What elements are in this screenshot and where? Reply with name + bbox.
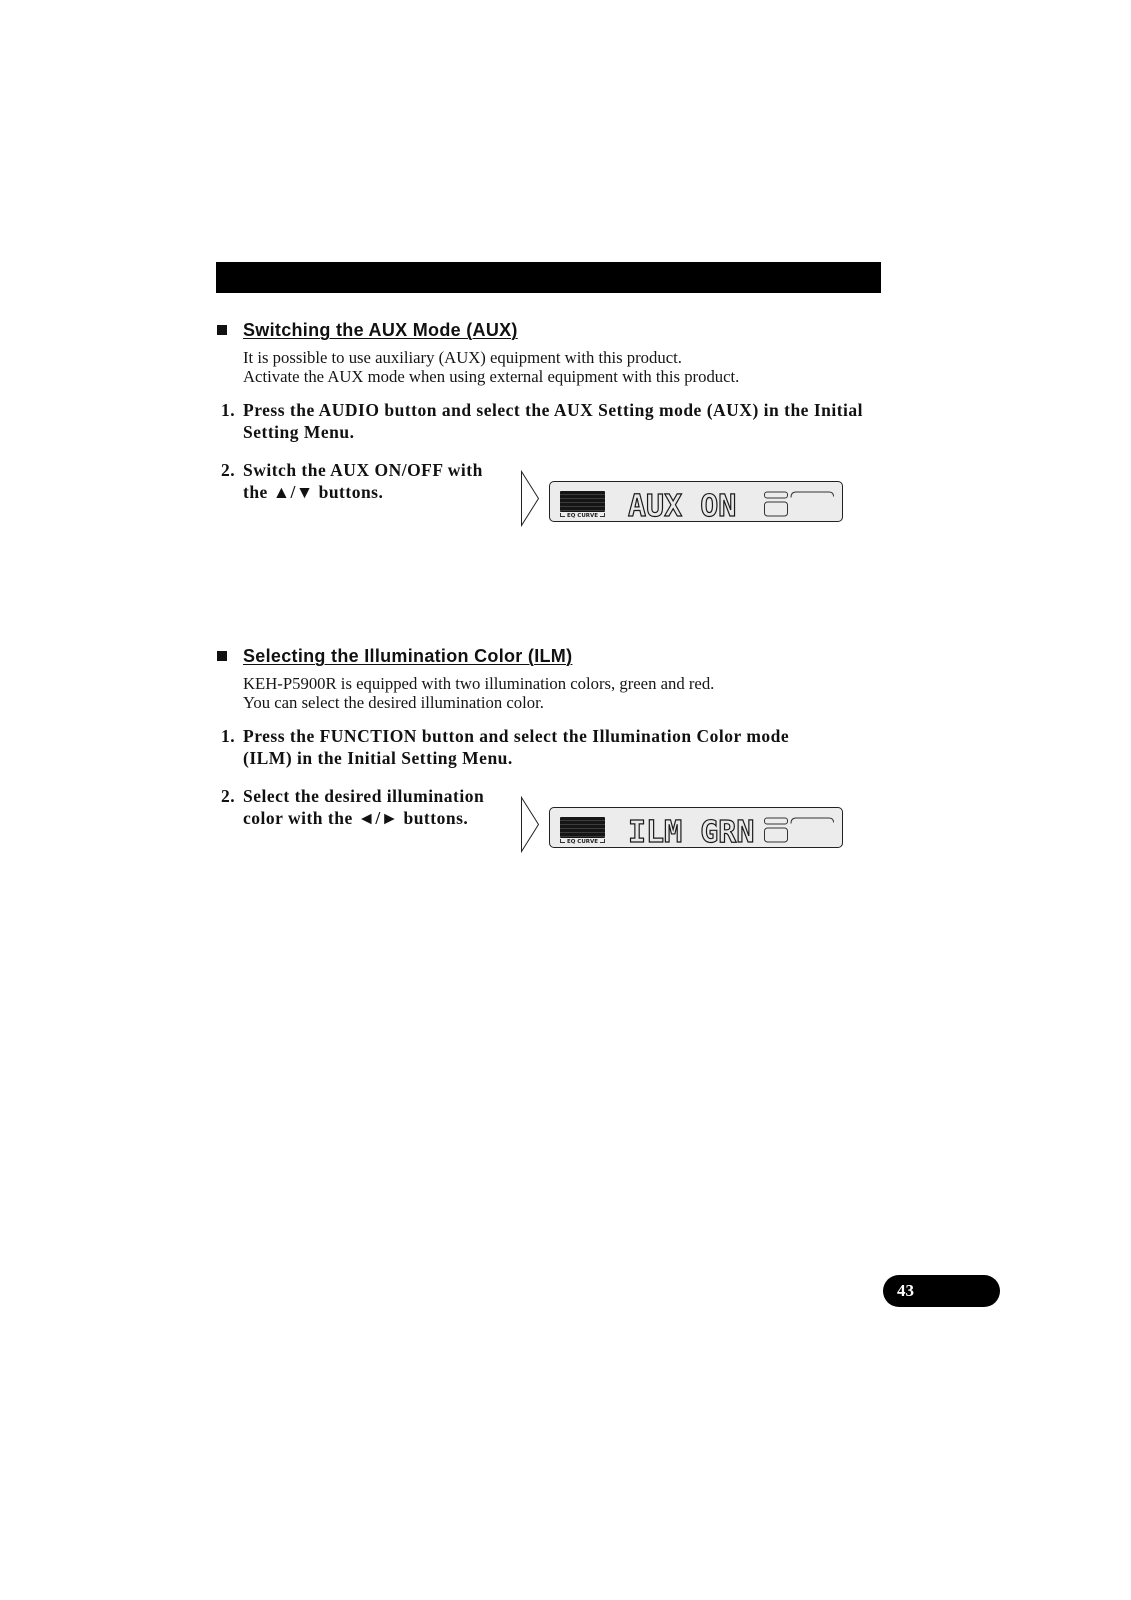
section-heading: Selecting the Illumination Color (ILM) [243,646,573,666]
lcd-display-illustration [549,481,843,522]
page-number: 43 [897,1281,914,1300]
step-line: Setting Menu. [243,422,355,442]
section-aux-mode [0,319,1131,534]
step-line: the ▲/▼ buttons. [243,482,384,502]
square-bullet-icon [217,325,227,335]
step-number: 1. [221,725,236,746]
section-intro [243,674,714,712]
header-bar [216,262,881,293]
step-text [243,399,863,444]
eq-curve-label [560,512,605,520]
eq-bracket-right [600,839,605,843]
segment-indicator-icon [763,816,835,844]
section-illumination-color [0,645,1131,860]
pointer-arrow-icon [520,470,540,527]
step-line: Press the FUNCTION button and select the Illumination Color mode [243,725,790,746]
eq-bracket-right [600,513,605,517]
eq-graphic [560,817,605,838]
step-line: color with the ◄/► buttons. [243,808,469,828]
intro-line: Activate the AUX mode when using external equipment with this product. [243,366,740,386]
intro-line: You can select the desired illumination color. [243,692,544,712]
segment-indicator-icon [763,490,835,518]
step-item [221,459,483,504]
step-number: 2. [221,785,236,806]
step-item [221,399,863,444]
step-item [221,785,484,830]
intro-line: KEH-P5900R is equipped with two illumination colors, green and red. [243,673,715,693]
eq-curve-text: EQ CURVE [566,839,599,845]
page-number-badge [883,1275,1000,1307]
step-line: Select the desired illumination [243,785,485,806]
step-item [221,725,789,770]
step-number: 2. [221,459,236,480]
step-line: Press the AUDIO button and select the AUX Setting mode (AUX) in the Initial [243,399,864,420]
step-line: Switch the AUX ON/OFF with [243,459,483,480]
step-text [243,459,483,504]
step-number: 1. [221,399,236,420]
eq-curve-label [560,838,605,846]
lcd-readout: AUX ON [628,488,737,524]
step-text [243,725,789,770]
section-intro [243,348,739,386]
lcd-readout: ILM GRN [628,814,755,850]
square-bullet-icon [217,651,227,661]
intro-line: It is possible to use auxiliary (AUX) equipment with this product. [243,347,682,367]
lcd-display-illustration [549,807,843,848]
step-text [243,785,484,830]
eq-graphic [560,491,605,512]
step-line: (ILM) in the Initial Setting Menu. [243,748,513,768]
section-heading: Switching the AUX Mode (AUX) [243,320,518,340]
eq-curve-text: EQ CURVE [566,513,599,519]
pointer-arrow-icon [520,796,540,853]
